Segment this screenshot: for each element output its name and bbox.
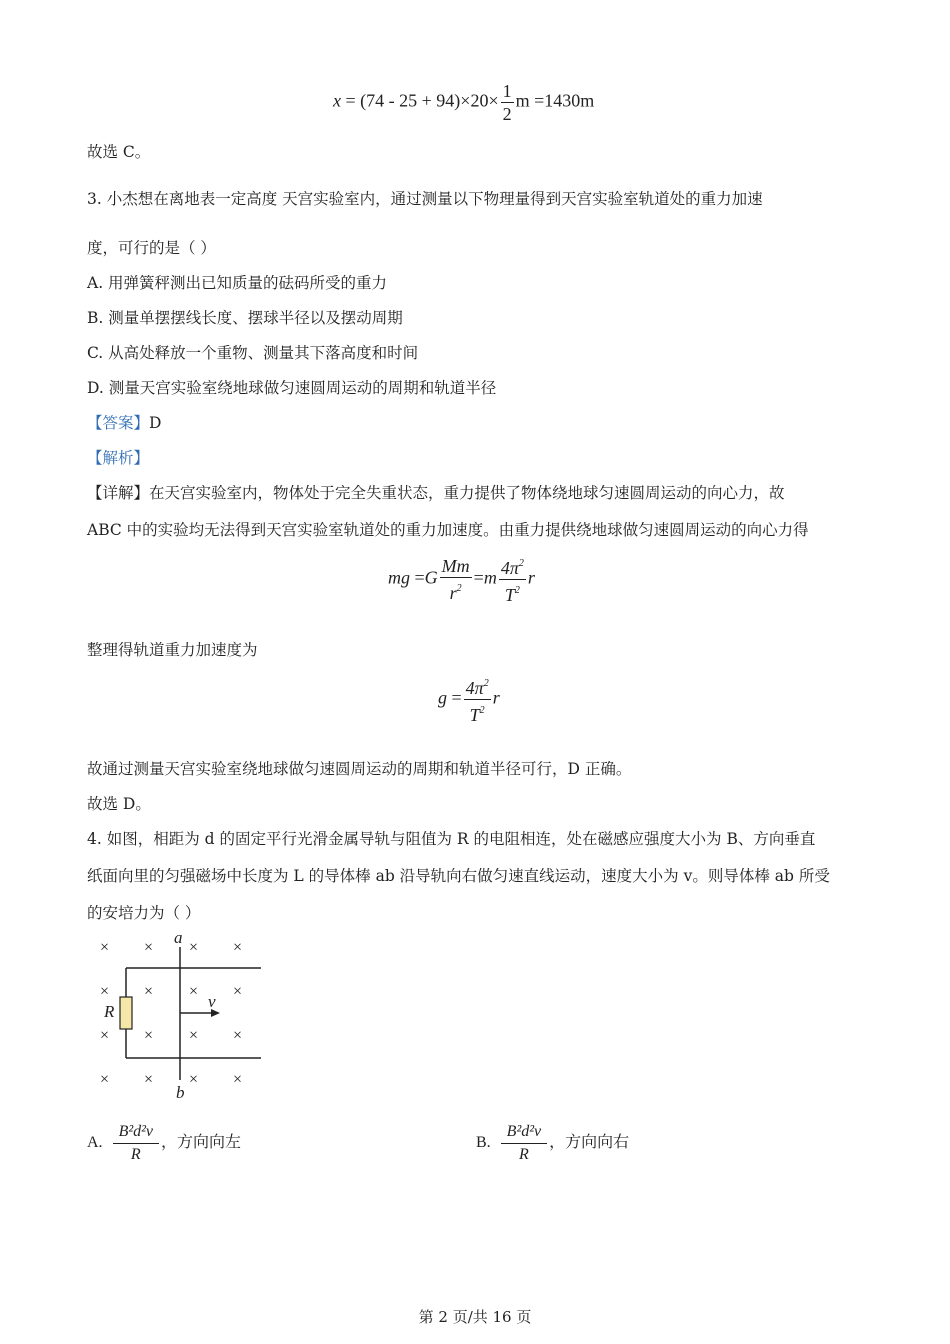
label-v: v bbox=[208, 992, 216, 1011]
page-footer: 第 2 页/共 16 页 bbox=[418, 1308, 532, 1326]
cross: × bbox=[189, 1071, 199, 1088]
eq3-frac-den: $T^2$ bbox=[469, 705, 485, 725]
eq2-frac2-den: $T^2$ bbox=[504, 585, 520, 605]
eq3-r: r bbox=[492, 687, 500, 708]
eq3-g: g bbox=[438, 687, 447, 708]
eq2-frac1-den: $r^2$ bbox=[449, 583, 462, 603]
detail-line4: 故通过测量天宫实验室绕地球做匀速圆周运动的周期和轨道半径可行，D 正确。 bbox=[87, 760, 632, 778]
eq2-m: m bbox=[483, 567, 497, 588]
label-a: a bbox=[174, 928, 183, 947]
option-b-num: B²d²v bbox=[501, 1121, 547, 1144]
circuit-figure bbox=[90, 925, 280, 1105]
eq1-tail: m =1430m bbox=[515, 90, 595, 111]
label-b: b bbox=[176, 1083, 185, 1102]
option-a-fraction bbox=[113, 1121, 159, 1166]
eq1-frac-den: 2 bbox=[502, 104, 512, 124]
answer-line bbox=[87, 413, 161, 433]
eq2-eq2: = bbox=[473, 567, 484, 588]
eq2-G: G bbox=[424, 567, 438, 588]
answer-value: D bbox=[149, 414, 162, 432]
cross: × bbox=[189, 1027, 199, 1044]
q3-option-b: B. 测量单摆摆线长度、摆球半径以及摆动周期 bbox=[87, 309, 403, 327]
option-a-tail: ，方向向左 bbox=[161, 1134, 242, 1152]
cross: × bbox=[233, 983, 243, 1000]
analysis-tag: 【解析】 bbox=[87, 449, 150, 467]
cross: × bbox=[144, 1071, 154, 1088]
cross: × bbox=[189, 983, 199, 1000]
detail-line1: 【详解】在天宫实验室内，物体处于完全失重状态，重力提供了物体绕地球匀速圆周运动的向心力，故 bbox=[87, 484, 785, 502]
choose-c: 故选 C。 bbox=[87, 143, 151, 161]
equation-gravity-centripetal bbox=[388, 553, 535, 606]
eq2-frac1-num: Mm bbox=[441, 556, 470, 576]
eq3-eq: = bbox=[451, 687, 462, 708]
choose-d: 故选 D。 bbox=[87, 795, 151, 813]
cross: × bbox=[100, 983, 110, 1000]
q4-line1: 4. 如图，相距为 d 的固定平行光滑金属导轨与阻值为 R 的电阻相连，处在磁感应强度大小为 B、方向垂直 bbox=[87, 830, 816, 848]
detail-line2: ABC 中的实验均无法得到天宫实验室轨道处的重力加速度。由重力提供绕地球做匀速圆周运动的向心力得 bbox=[87, 521, 809, 539]
resistor bbox=[120, 997, 132, 1029]
eq2-r: r bbox=[527, 567, 535, 588]
eq1-eq: = bbox=[345, 90, 356, 111]
q3-option-a: A. 用弹簧秤测出已知质量的砝码所受的重力 bbox=[87, 274, 388, 292]
q3-option-c: C. 从高处释放一个重物、测量其下落高度和时间 bbox=[87, 344, 419, 362]
answer-tag: 【答案】 bbox=[87, 414, 150, 432]
option-b bbox=[476, 1121, 629, 1166]
cross: × bbox=[144, 983, 154, 1000]
eq1-paren: (74 - 25 + 94) bbox=[360, 90, 461, 111]
detail-line3: 整理得轨道重力加速度为 bbox=[87, 641, 258, 659]
eq3-frac-num: $4\pi^2$ bbox=[464, 673, 491, 700]
cross: × bbox=[100, 939, 110, 956]
q4-line2: 纸面向里的匀强磁场中长度为 L 的导体棒 ab 沿导轨向右做匀速直线运动，速度大小为 v。则导体棒 ab 所受 bbox=[87, 867, 830, 885]
eq1-mult: ×20× bbox=[460, 90, 499, 111]
option-b-fraction bbox=[501, 1121, 547, 1166]
option-b-label: B. bbox=[476, 1134, 491, 1152]
equation-distance bbox=[333, 80, 594, 125]
cross: × bbox=[100, 1071, 110, 1088]
cross: × bbox=[144, 1027, 154, 1044]
option-a-label: A. bbox=[87, 1134, 103, 1152]
option-b-den: R bbox=[519, 1146, 529, 1163]
eq3-frac bbox=[464, 673, 491, 726]
cross: × bbox=[233, 1027, 243, 1044]
cross: × bbox=[189, 939, 199, 956]
eq1-lhs: x bbox=[333, 90, 341, 111]
q3-option-d: D. 测量天宫实验室绕地球做匀速圆周运动的周期和轨道半径 bbox=[87, 379, 497, 397]
option-a bbox=[87, 1121, 241, 1166]
q3-line1: 3. 小杰想在离地表一定高度 天宫实验室内，通过测量以下物理量得到天宫实验室轨道处的重力加速 bbox=[87, 190, 763, 208]
option-b-tail: ，方向向右 bbox=[549, 1134, 630, 1152]
label-R: R bbox=[104, 1002, 115, 1021]
eq2-frac2-num: $4\pi^2$ bbox=[499, 553, 526, 580]
eq2-eq1: = bbox=[414, 567, 425, 588]
eq2-frac1 bbox=[440, 555, 472, 604]
eq2-frac2 bbox=[499, 553, 526, 606]
rails bbox=[126, 947, 261, 1080]
option-a-num: B²d²v bbox=[113, 1121, 159, 1144]
cross: × bbox=[144, 939, 154, 956]
eq1-fraction bbox=[501, 80, 514, 125]
cross: × bbox=[233, 1071, 243, 1088]
equation-g bbox=[438, 673, 500, 726]
eq1-frac-num: 1 bbox=[502, 81, 512, 101]
cross: × bbox=[233, 939, 243, 956]
option-a-den: R bbox=[130, 1146, 141, 1163]
q3-line2: 度，可行的是（ ） bbox=[87, 239, 216, 257]
cross: × bbox=[100, 1027, 110, 1044]
q4-line3: 的安培力为（ ） bbox=[87, 904, 201, 922]
eq2-mg: mg bbox=[388, 567, 410, 588]
